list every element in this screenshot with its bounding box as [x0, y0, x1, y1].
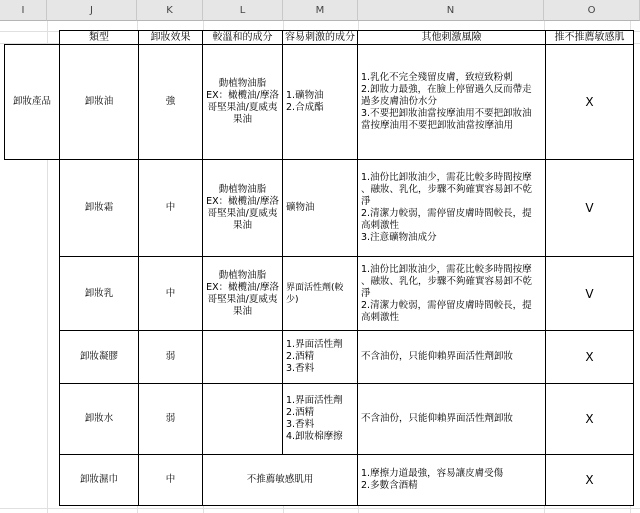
- table-row-risk[interactable]: 1.油份比卸妝油少，需花比較多時間按摩 、融妝、乳化，步驟不夠確實容易卸不乾 淨 2.清潔力較弱，需停留皮膚時間較長，提 高刺激性 3.注意礦物油成分: [357, 159, 546, 257]
- header-mild-ingredients[interactable]: 較溫和的成分: [202, 30, 283, 45]
- column-header-k[interactable]: K: [137, 0, 203, 21]
- table-row-mild[interactable]: 動植物油脂 EX：橄欖油/摩洛 哥堅果油/夏威夷 果油: [202, 159, 283, 257]
- header-recommend[interactable]: 推不推薦敏感肌: [545, 30, 634, 45]
- table-row-risk[interactable]: 1.乳化不完全殘留皮膚，致痘致粉刺 2.卸妝力最強，在臉上停留過久反而帶走 過多皮膚油份水分 3.不要把卸妝油當按摩油用不要把卸妝油 當按摩油用不要把卸妝油當按摩油用: [357, 44, 546, 160]
- column-header-j[interactable]: J: [47, 0, 137, 21]
- table-row-effect[interactable]: 中: [138, 159, 203, 257]
- table-row-mild[interactable]: 動植物油脂 EX：橄欖油/摩洛 哥堅果油/夏威夷 果油: [202, 44, 283, 160]
- table-row-effect[interactable]: 弱: [138, 383, 203, 455]
- header-other-risks[interactable]: 其他刺激風險: [357, 30, 546, 45]
- table-row-recommend[interactable]: X: [545, 383, 634, 455]
- table-row-type[interactable]: 卸妝乳: [59, 256, 139, 331]
- gridline: [0, 508, 640, 509]
- table-row-recommend[interactable]: X: [545, 454, 634, 506]
- table-row-type[interactable]: 卸妝霜: [59, 159, 139, 257]
- table-row-irritant[interactable]: 界面活性劑(較少): [282, 256, 358, 331]
- column-header-m[interactable]: M: [283, 0, 358, 21]
- table-row-mild[interactable]: [202, 383, 283, 455]
- table-row-irritant[interactable]: 1.礦物油 2.合成酯: [282, 44, 358, 160]
- column-header-i[interactable]: I: [0, 0, 47, 21]
- group-label: 卸妝產品: [12, 96, 51, 107]
- column-header-l[interactable]: L: [203, 0, 283, 21]
- table-row-recommend[interactable]: V: [545, 159, 634, 257]
- table-row-recommend[interactable]: X: [545, 330, 634, 384]
- column-header-n[interactable]: N: [358, 0, 544, 21]
- table-row-effect[interactable]: 中: [138, 454, 203, 506]
- table-row-risk[interactable]: 1.摩擦力道最強，容易讓皮膚受傷 2.多數含酒精: [357, 454, 546, 506]
- header-type[interactable]: 類型: [59, 30, 139, 45]
- table-row-recommend[interactable]: X: [545, 44, 634, 160]
- table-row-mild[interactable]: 動植物油脂 EX：橄欖油/摩洛 哥堅果油/夏威夷 果油: [202, 256, 283, 331]
- table-row-type[interactable]: 卸妝水: [59, 383, 139, 455]
- table-row-irritant[interactable]: 1.界面活性劑 2.酒精 3.香料 4.卸妝棉摩擦: [282, 383, 358, 455]
- table-row-effect[interactable]: 中: [138, 256, 203, 331]
- table-row-irritant[interactable]: 礦物油: [282, 159, 358, 257]
- table-row-risk[interactable]: 不含油份，只能仰賴界面活性劑卸妝: [357, 383, 546, 455]
- table-row-merged-note[interactable]: 不推薦敏感肌用: [202, 454, 358, 506]
- header-irritant-ingredients[interactable]: 容易刺激的成分: [282, 30, 358, 45]
- table-row-risk[interactable]: 不含油份，只能仰賴界面活性劑卸妝: [357, 330, 546, 384]
- table-row-type[interactable]: 卸妝濕巾: [59, 454, 139, 506]
- table-row-recommend[interactable]: V: [545, 256, 634, 331]
- group-label-cell[interactable]: [4, 44, 60, 160]
- table-row-effect[interactable]: 強: [138, 44, 203, 160]
- table-row-effect[interactable]: 弱: [138, 330, 203, 384]
- header-effect[interactable]: 卸妝效果: [138, 30, 203, 45]
- table-row-type[interactable]: 卸妝油: [59, 44, 139, 160]
- table-row-risk[interactable]: 1.油份比卸妝油少，需花比較多時間按摩 、融妝、乳化，步驟不夠確實容易卸不乾 淨 2.清潔力較弱，需停留皮膚時間較長，提 高刺激性: [357, 256, 546, 331]
- table-row-irritant[interactable]: 1.界面活性劑 2.酒精 3.香料: [282, 330, 358, 384]
- table-row-mild[interactable]: [202, 330, 283, 384]
- column-header-o[interactable]: O: [544, 0, 640, 21]
- table-row-type[interactable]: 卸妝凝膠: [59, 330, 139, 384]
